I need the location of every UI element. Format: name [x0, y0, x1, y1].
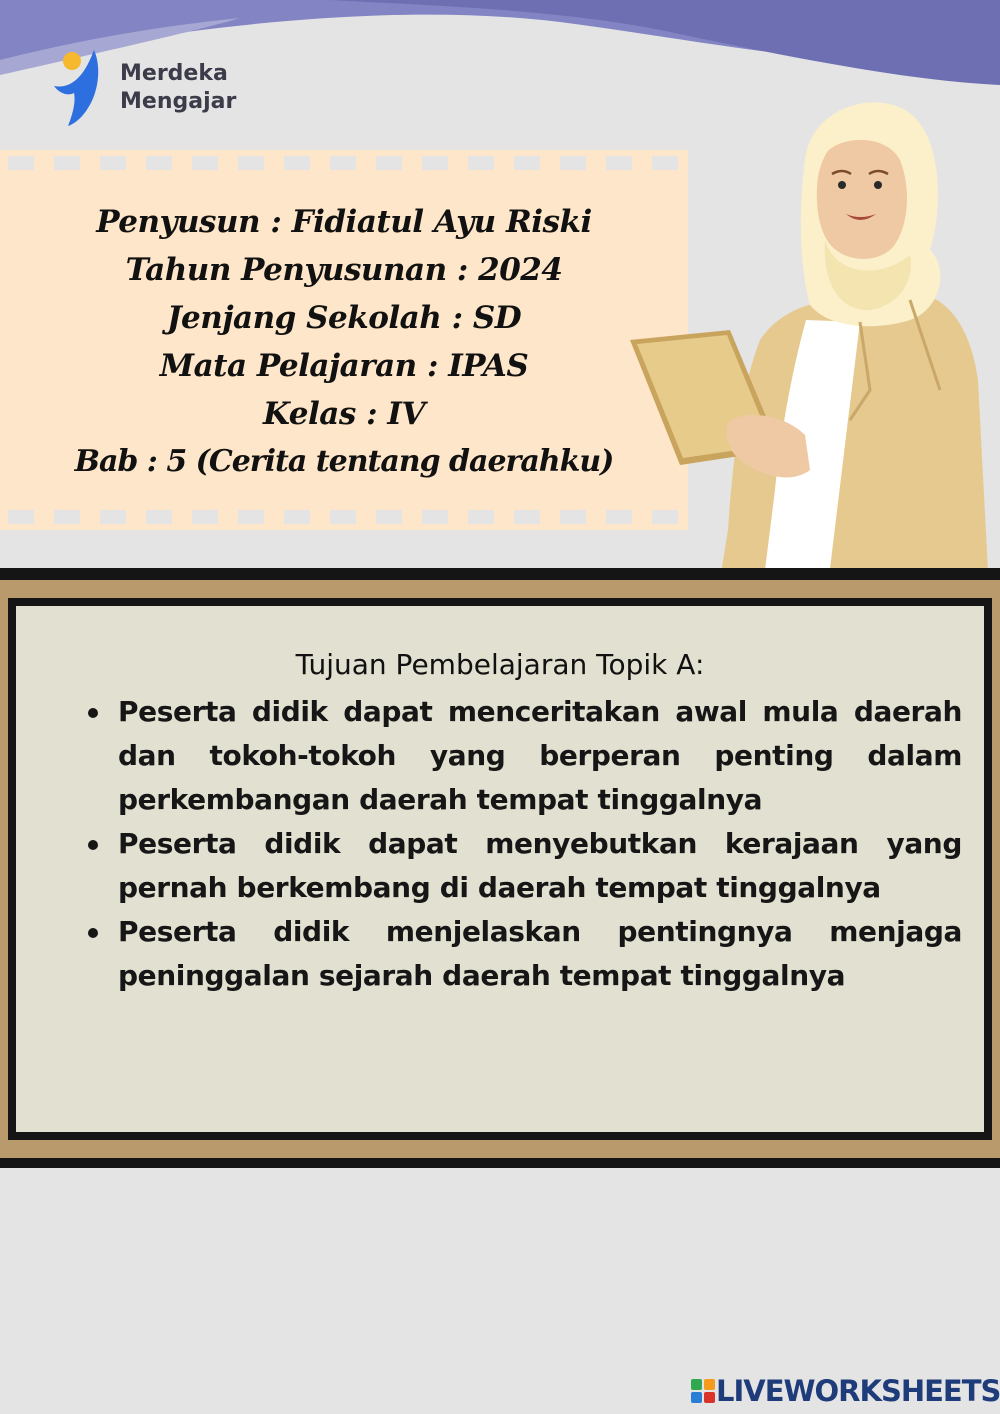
- logo-name-line2: Mengajar: [120, 89, 237, 114]
- info-year: Tahun Penyusunan : 2024: [125, 252, 563, 288]
- bullet-icon: [88, 840, 98, 850]
- goals-heading: Tujuan Pembelajaran Topik A:: [295, 648, 705, 681]
- info-class: Kelas : IV: [263, 396, 425, 432]
- goal-text: Peserta didik dapat menceritakan awal mula daerah dan tokoh-tokoh yang berperan penting dalam perkembangan daerah tempat tinggalnya: [118, 695, 962, 816]
- info-author: Penyusun : Fidiatul Ayu Riski: [96, 204, 592, 240]
- info-subject: Mata Pelajaran : IPAS: [159, 348, 529, 384]
- goal-text: Peserta didik menjelaskan pentingnya menjaga peninggalan sejarah daerah tempat tinggalnya: [118, 915, 962, 992]
- merdeka-mengajar-logo-mark-icon: [50, 48, 110, 128]
- liveworksheets-watermark: [690, 1372, 1000, 1408]
- info-lines: [0, 198, 688, 486]
- info-chapter: Bab : 5 (Cerita tentang daerahku): [74, 444, 614, 479]
- logo-name-line1: Merdeka: [120, 61, 228, 86]
- info-banner: [0, 150, 688, 530]
- liveworksheets-wordmark: LIVEWORKSHEETS: [716, 1374, 1000, 1408]
- goals-list: [82, 690, 962, 998]
- goal-item: [82, 910, 962, 998]
- goals-board: [0, 568, 1000, 1168]
- teacher-illustration: [610, 90, 1000, 610]
- liveworksheets-logo-icon: [690, 1378, 716, 1404]
- merdeka-mengajar-logo: [50, 48, 270, 130]
- bullet-icon: [88, 708, 98, 718]
- bullet-icon: [88, 928, 98, 938]
- goal-item: [82, 822, 962, 910]
- info-school-level: Jenjang Sekolah : SD: [166, 300, 522, 336]
- goal-text: Peserta didik dapat menyebutkan kerajaan yang pernah berkembang di daerah tempat tinggalnya: [118, 827, 962, 904]
- logo-wordmark: [120, 60, 236, 116]
- goal-item: [82, 690, 962, 822]
